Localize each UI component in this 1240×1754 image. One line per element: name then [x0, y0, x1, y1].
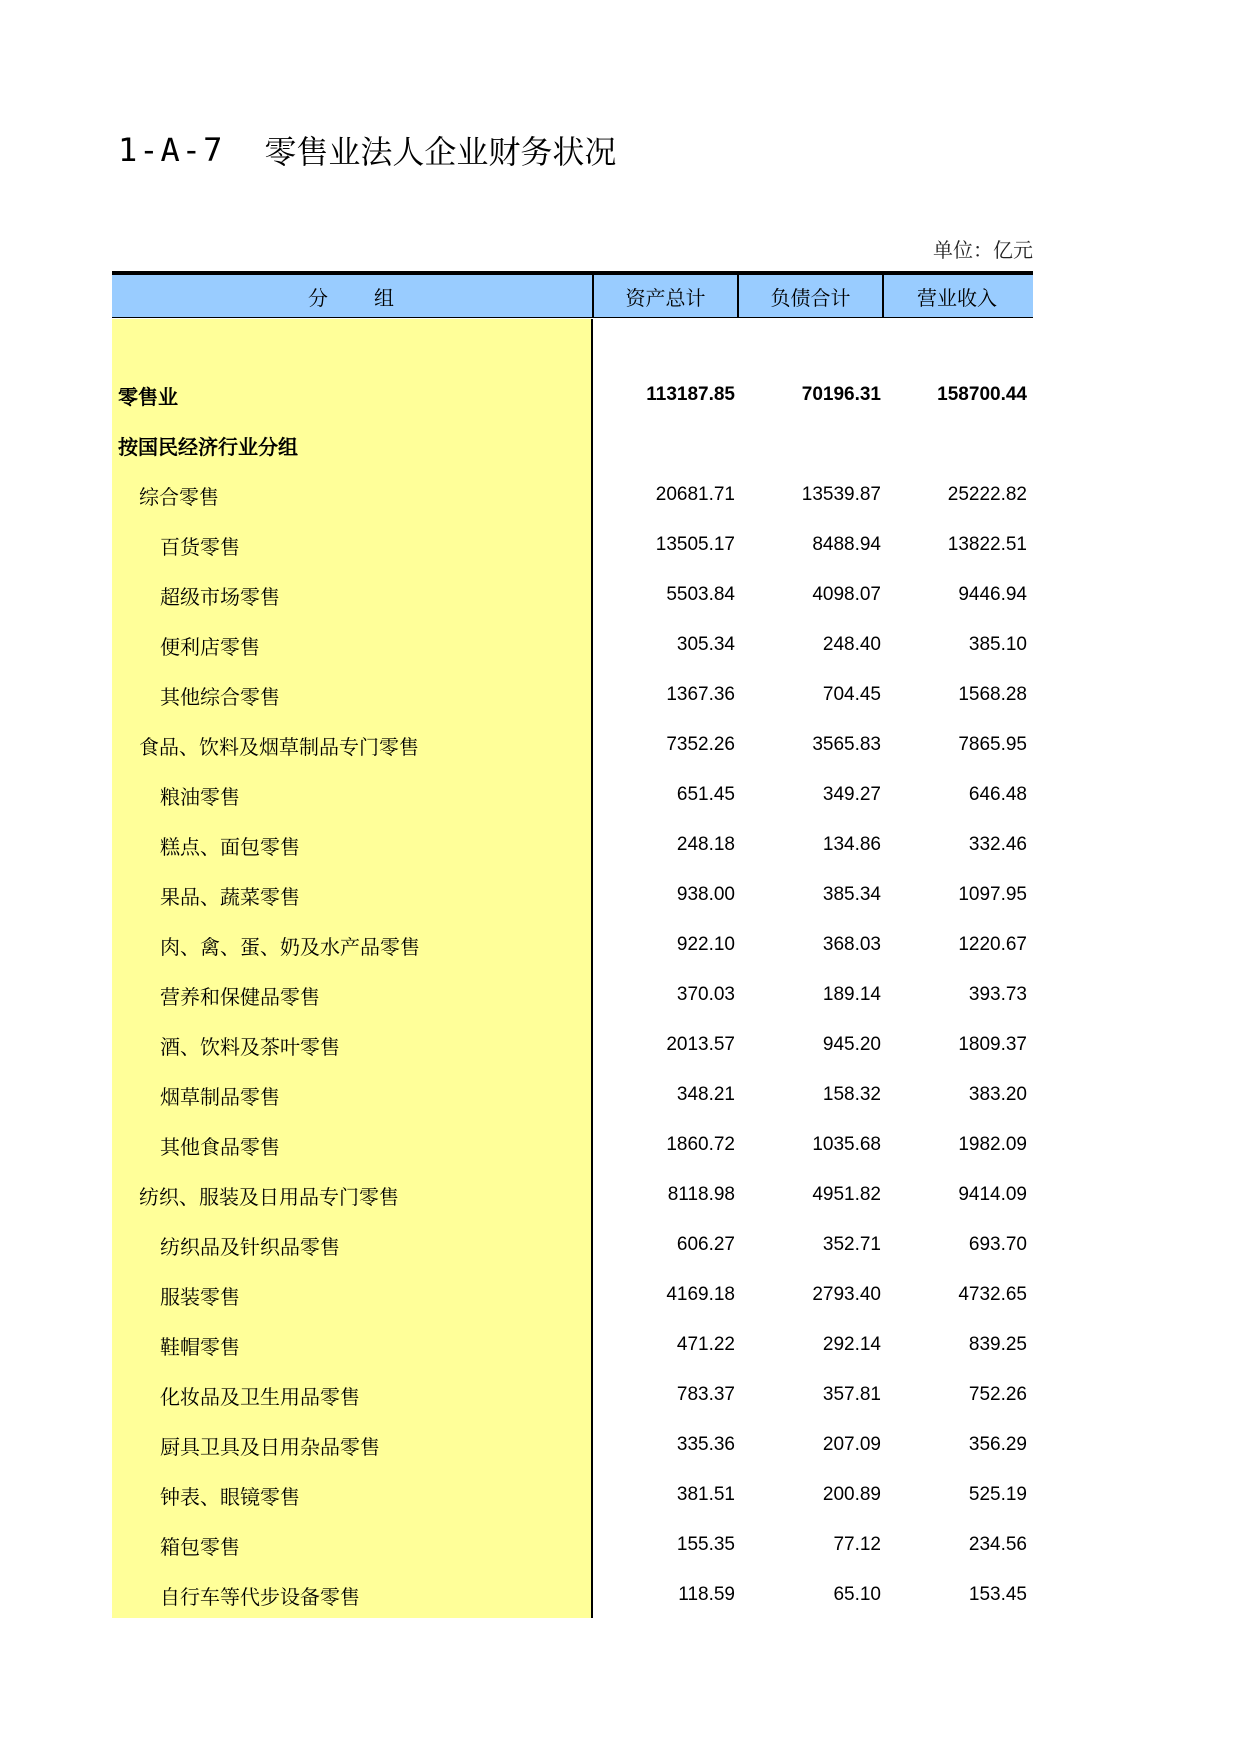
table-row — [112, 670, 1033, 720]
cell-operating-revenue: 393.73 — [968, 984, 1027, 1005]
cell-total-assets: 335.36 — [676, 1434, 735, 1455]
cell-total-liabilities: 2793.40 — [812, 1284, 881, 1305]
table-row — [112, 1470, 1033, 1520]
table-row — [112, 1370, 1033, 1420]
cell-total-assets: 783.37 — [676, 1384, 735, 1405]
cell-total-liabilities: 357.81 — [822, 1384, 881, 1405]
header-total-assets: 资产总计 — [594, 275, 739, 317]
table-code: 1-A-7 — [118, 131, 225, 169]
row-group-name: 百货零售 — [160, 534, 240, 559]
table-row — [112, 820, 1033, 870]
cell-total-liabilities: 158.32 — [822, 1084, 881, 1105]
cell-total-assets: 8118.98 — [667, 1184, 735, 1205]
cell-total-assets: 248.18 — [676, 834, 735, 855]
row-group-name: 烟草制品零售 — [160, 1084, 280, 1109]
cell-operating-revenue: 153.45 — [968, 1584, 1027, 1605]
table-row — [112, 1070, 1033, 1120]
cell-total-liabilities: 207.09 — [822, 1434, 881, 1455]
cell-total-assets: 13505.17 — [655, 534, 735, 555]
table-row — [112, 1520, 1033, 1570]
header-operating-revenue: 营业收入 — [917, 285, 997, 310]
cell-total-assets: 4169.18 — [666, 1284, 735, 1305]
row-group-name: 糕点、面包零售 — [160, 834, 300, 859]
row-group-name: 果品、蔬菜零售 — [160, 884, 300, 909]
cell-total-assets: 651.45 — [676, 784, 735, 805]
cell-operating-revenue: 385.10 — [968, 634, 1027, 655]
cell-total-liabilities: 13539.87 — [801, 484, 881, 505]
row-group-name: 营养和保健品零售 — [160, 984, 320, 1009]
table-body — [112, 370, 1033, 1620]
cell-total-assets: 1860.72 — [666, 1134, 735, 1155]
cell-total-liabilities: 368.03 — [822, 934, 881, 955]
table-row — [112, 520, 1033, 570]
table-row — [112, 470, 1033, 520]
table-title: 零售业法人企业财务状况 — [264, 133, 617, 171]
row-group-name: 便利店零售 — [160, 634, 260, 659]
row-group-name: 综合零售 — [139, 484, 219, 509]
cell-operating-revenue: 1982.09 — [958, 1134, 1027, 1155]
cell-operating-revenue: 9414.09 — [958, 1184, 1027, 1205]
cell-total-assets: 5503.84 — [666, 584, 735, 605]
row-group-name: 箱包零售 — [160, 1534, 240, 1559]
cell-total-liabilities: 77.12 — [833, 1534, 881, 1555]
row-group-name: 其他食品零售 — [160, 1134, 280, 1159]
cell-total-liabilities: 945.20 — [822, 1034, 881, 1055]
cell-total-liabilities: 4951.82 — [812, 1184, 881, 1205]
table-row — [112, 1270, 1033, 1320]
header-total-liabilities: 负债合计 — [739, 275, 884, 317]
row-group-name: 肉、禽、蛋、奶及水产品零售 — [160, 934, 420, 959]
table-row — [112, 970, 1033, 1020]
cell-total-liabilities: 65.10 — [833, 1584, 881, 1605]
row-group-name: 按国民经济行业分组 — [118, 434, 298, 459]
row-group-name: 其他综合零售 — [160, 684, 280, 709]
row-group-name: 零售业 — [118, 384, 178, 409]
cell-operating-revenue: 9446.94 — [958, 584, 1027, 605]
table-row — [112, 1020, 1033, 1070]
cell-total-liabilities: 704.45 — [822, 684, 881, 705]
cell-total-assets: 370.03 — [676, 984, 735, 1005]
header-group: 分 组 — [112, 275, 594, 317]
table-row — [112, 1570, 1033, 1620]
cell-operating-revenue: 7865.95 — [958, 734, 1027, 755]
table-row — [112, 1320, 1033, 1370]
cell-total-liabilities: 292.14 — [822, 1334, 881, 1355]
cell-operating-revenue: 356.29 — [968, 1434, 1027, 1455]
row-group-name: 鞋帽零售 — [160, 1334, 240, 1359]
cell-operating-revenue: 752.26 — [968, 1384, 1027, 1405]
table-row — [112, 1120, 1033, 1170]
cell-total-liabilities: 1035.68 — [812, 1134, 881, 1155]
row-group-name: 食品、饮料及烟草制品专门零售 — [139, 734, 419, 759]
cell-total-liabilities: 8488.94 — [812, 534, 881, 555]
cell-total-assets: 938.00 — [676, 884, 735, 905]
cell-total-liabilities: 189.14 — [822, 984, 881, 1005]
cell-total-assets: 305.34 — [676, 634, 735, 655]
table-row — [112, 1420, 1033, 1470]
cell-total-liabilities: 134.86 — [822, 834, 881, 855]
cell-total-assets: 20681.71 — [655, 484, 735, 505]
table-row — [112, 1220, 1033, 1270]
cell-total-liabilities: 349.27 — [822, 784, 881, 805]
row-group-name: 超级市场零售 — [160, 584, 280, 609]
cell-total-assets: 1367.36 — [666, 684, 735, 705]
cell-total-liabilities: 4098.07 — [812, 584, 881, 605]
row-group-name: 自行车等代步设备零售 — [160, 1584, 360, 1609]
row-group-name: 服装零售 — [160, 1284, 240, 1309]
finance-table — [112, 271, 1033, 1618]
cell-total-liabilities: 385.34 — [822, 884, 881, 905]
cell-total-assets: 113187.85 — [646, 384, 735, 405]
table-row — [112, 920, 1033, 970]
cell-total-liabilities: 70196.31 — [801, 384, 881, 405]
cell-operating-revenue: 1097.95 — [958, 884, 1027, 905]
table-row — [112, 1170, 1033, 1220]
cell-total-liabilities: 200.89 — [822, 1484, 881, 1505]
cell-total-assets: 2013.57 — [666, 1034, 735, 1055]
cell-total-assets: 922.10 — [676, 934, 735, 955]
cell-total-assets: 118.59 — [678, 1584, 735, 1605]
table-row — [112, 570, 1033, 620]
row-group-name: 粮油零售 — [160, 784, 240, 809]
cell-total-assets: 606.27 — [676, 1234, 735, 1255]
cell-operating-revenue: 839.25 — [968, 1334, 1027, 1355]
cell-operating-revenue: 383.20 — [968, 1084, 1027, 1105]
table-row — [112, 620, 1033, 670]
cell-total-assets: 348.21 — [676, 1084, 735, 1105]
cell-operating-revenue: 158700.44 — [937, 384, 1027, 405]
table-row — [112, 420, 1033, 470]
cell-operating-revenue: 25222.82 — [947, 484, 1027, 505]
cell-operating-revenue: 693.70 — [968, 1234, 1027, 1255]
table-row — [112, 720, 1033, 770]
cell-operating-revenue: 646.48 — [968, 784, 1027, 805]
unit-label: 单位：亿元 — [933, 238, 1033, 262]
cell-operating-revenue: 234.56 — [968, 1534, 1027, 1555]
table-row — [112, 370, 1033, 420]
row-group-name: 化妆品及卫生用品零售 — [160, 1384, 360, 1409]
page-title — [118, 128, 616, 172]
cell-total-liabilities: 248.40 — [822, 634, 881, 655]
cell-total-assets: 471.22 — [676, 1334, 735, 1355]
cell-operating-revenue: 4732.65 — [958, 1284, 1027, 1305]
cell-operating-revenue: 525.19 — [968, 1484, 1027, 1505]
row-group-name: 钟表、眼镜零售 — [160, 1484, 300, 1509]
table-row — [112, 770, 1033, 820]
row-group-name: 纺织品及针织品零售 — [160, 1234, 340, 1259]
cell-operating-revenue: 1568.28 — [958, 684, 1027, 705]
table-row — [112, 870, 1033, 920]
cell-total-liabilities: 3565.83 — [812, 734, 881, 755]
cell-total-assets: 155.35 — [676, 1534, 735, 1555]
cell-total-assets: 7352.26 — [666, 734, 735, 755]
cell-operating-revenue: 13822.51 — [947, 534, 1027, 555]
cell-total-assets: 381.51 — [676, 1484, 735, 1505]
cell-operating-revenue: 1220.67 — [958, 934, 1027, 955]
cell-operating-revenue: 1809.37 — [958, 1034, 1027, 1055]
cell-operating-revenue: 332.46 — [968, 834, 1027, 855]
row-group-name: 酒、饮料及茶叶零售 — [160, 1034, 340, 1059]
row-group-name: 厨具卫具及日用杂品零售 — [160, 1434, 380, 1459]
row-group-name: 纺织、服装及日用品专门零售 — [139, 1184, 399, 1209]
table-header — [112, 271, 1033, 318]
cell-total-liabilities: 352.71 — [822, 1234, 881, 1255]
